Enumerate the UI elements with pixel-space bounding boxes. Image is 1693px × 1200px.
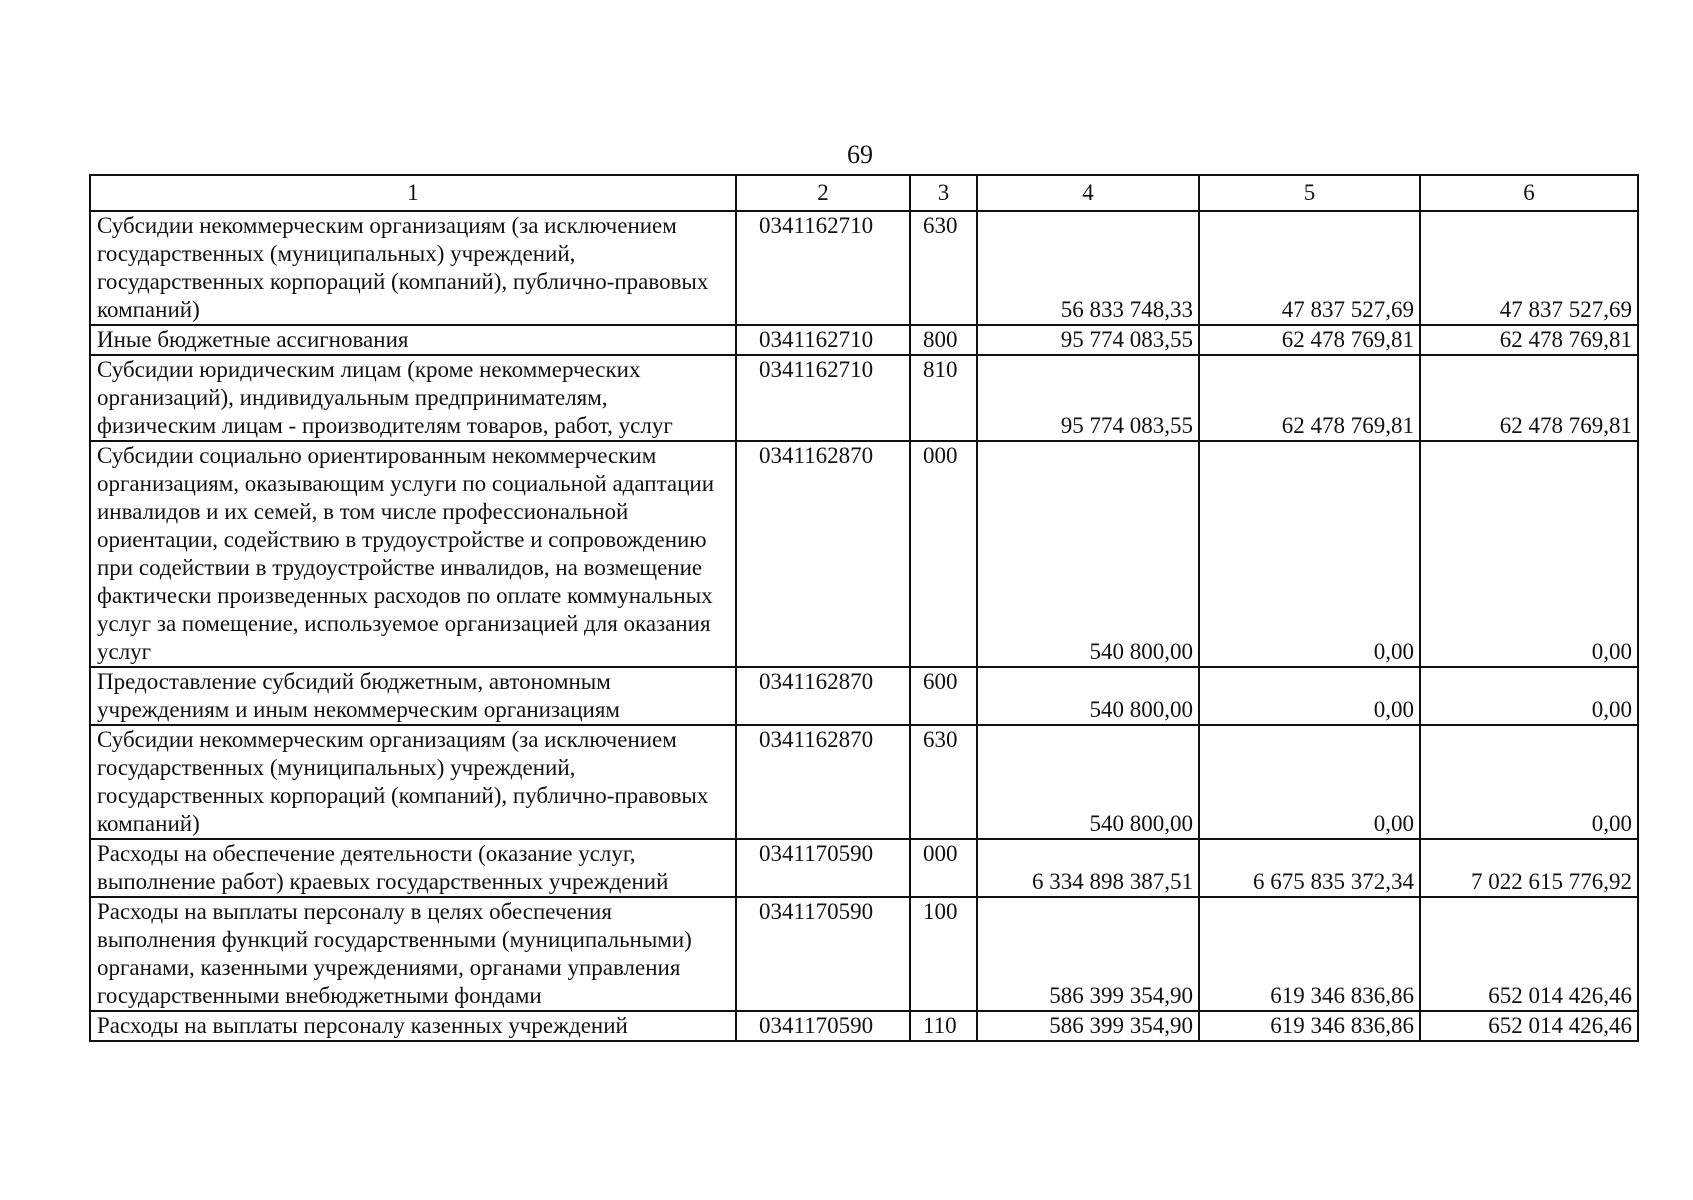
table-header-row xyxy=(90,175,1638,211)
row-name: Расходы на выплаты персоналу в целях обеспечения выполнения функций государственными (муниципальными) органами, казенными учреждениями, органами управления государственными внебюджетными фондами xyxy=(90,897,736,1011)
row-value-1: 6 334 898 387,51 xyxy=(977,839,1199,897)
row-expense-type: 800 xyxy=(910,325,977,355)
row-target-code: 0341162710 xyxy=(736,355,910,441)
table-row xyxy=(90,667,1638,725)
table-row xyxy=(90,839,1638,897)
row-expense-type: 100 xyxy=(910,897,977,1011)
row-target-code: 0341170590 xyxy=(736,839,910,897)
row-value-2: 62 478 769,81 xyxy=(1199,355,1420,441)
page-number: 69 xyxy=(847,140,873,169)
row-value-3: 0,00 xyxy=(1420,441,1638,667)
row-name: Субсидии некоммерческим организациям (за исключением государственных (муниципальных) учреждений, государственных корпораций (компаний), публично-правовых компаний) xyxy=(90,725,736,839)
row-value-2: 6 675 835 372,34 xyxy=(1199,839,1420,897)
row-name: Субсидии юридическим лицам (кроме некоммерческих организаций), индивидуальным предпринимателям, физическим лицам - производителям товаров, работ, услуг xyxy=(90,355,736,441)
column-header: 4 xyxy=(977,175,1199,211)
row-target-code: 0341162870 xyxy=(736,725,910,839)
table-row xyxy=(90,211,1638,325)
table-row xyxy=(90,441,1638,667)
row-target-code: 0341170590 xyxy=(736,1011,910,1041)
row-expense-type: 000 xyxy=(910,839,977,897)
row-expense-type: 630 xyxy=(910,725,977,839)
row-target-code: 0341162710 xyxy=(736,211,910,325)
table-row xyxy=(90,897,1638,1011)
column-header: 5 xyxy=(1199,175,1420,211)
column-header: 2 xyxy=(736,175,910,211)
table-row xyxy=(90,355,1638,441)
row-value-1: 540 800,00 xyxy=(977,667,1199,725)
row-value-1: 95 774 083,55 xyxy=(977,325,1199,355)
row-value-3: 652 014 426,46 xyxy=(1420,897,1638,1011)
row-target-code: 0341162870 xyxy=(736,667,910,725)
row-value-3: 0,00 xyxy=(1420,725,1638,839)
row-value-3: 47 837 527,69 xyxy=(1420,211,1638,325)
row-value-2: 619 346 836,86 xyxy=(1199,897,1420,1011)
row-expense-type: 630 xyxy=(910,211,977,325)
column-header: 3 xyxy=(910,175,977,211)
row-name: Расходы на обеспечение деятельности (оказание услуг, выполнение работ) краевых государственных учреждений xyxy=(90,839,736,897)
row-value-1: 586 399 354,90 xyxy=(977,1011,1199,1041)
column-header: 6 xyxy=(1420,175,1638,211)
row-value-1: 540 800,00 xyxy=(977,441,1199,667)
row-name: Иные бюджетные ассигнования xyxy=(90,325,736,355)
table-row xyxy=(90,325,1638,355)
row-target-code: 0341162710 xyxy=(736,325,910,355)
row-value-3: 652 014 426,46 xyxy=(1420,1011,1638,1041)
row-value-3: 0,00 xyxy=(1420,667,1638,725)
row-value-3: 7 022 615 776,92 xyxy=(1420,839,1638,897)
row-value-3: 62 478 769,81 xyxy=(1420,325,1638,355)
table-row xyxy=(90,1011,1638,1041)
row-name: Субсидии некоммерческим организациям (за исключением государственных (муниципальных) учреждений, государственных корпораций (компаний), публично-правовых компаний) xyxy=(90,211,736,325)
row-value-2: 0,00 xyxy=(1199,441,1420,667)
row-name: Предоставление субсидий бюджетным, автономным учреждениям и иным некоммерческим организациям xyxy=(90,667,736,725)
table-row xyxy=(90,725,1638,839)
row-value-3: 62 478 769,81 xyxy=(1420,355,1638,441)
row-expense-type: 810 xyxy=(910,355,977,441)
row-target-code: 0341162870 xyxy=(736,441,910,667)
row-name: Субсидии социально ориентированным некоммерческим организациям, оказывающим услуги по социальной адаптации инвалидов и их семей, в том числе профессиональной ориентации, содействию в трудоустройстве и сопровождению при содействии в трудоустройстве инвалидов, на возмещение фактически произведенных расходов по оплате коммунальных услуг за помещение, используемое организацией для оказания услуг xyxy=(90,441,736,667)
row-value-1: 95 774 083,55 xyxy=(977,355,1199,441)
row-value-2: 62 478 769,81 xyxy=(1199,325,1420,355)
row-value-1: 586 399 354,90 xyxy=(977,897,1199,1011)
row-value-2: 47 837 527,69 xyxy=(1199,211,1420,325)
column-header: 1 xyxy=(90,175,736,211)
budget-table xyxy=(89,174,1639,1042)
row-expense-type: 000 xyxy=(910,441,977,667)
row-value-1: 540 800,00 xyxy=(977,725,1199,839)
row-name: Расходы на выплаты персоналу казенных учреждений xyxy=(90,1011,736,1041)
row-target-code: 0341170590 xyxy=(736,897,910,1011)
row-value-2: 619 346 836,86 xyxy=(1199,1011,1420,1041)
row-value-2: 0,00 xyxy=(1199,725,1420,839)
row-value-2: 0,00 xyxy=(1199,667,1420,725)
row-expense-type: 110 xyxy=(910,1011,977,1041)
row-value-1: 56 833 748,33 xyxy=(977,211,1199,325)
row-expense-type: 600 xyxy=(910,667,977,725)
